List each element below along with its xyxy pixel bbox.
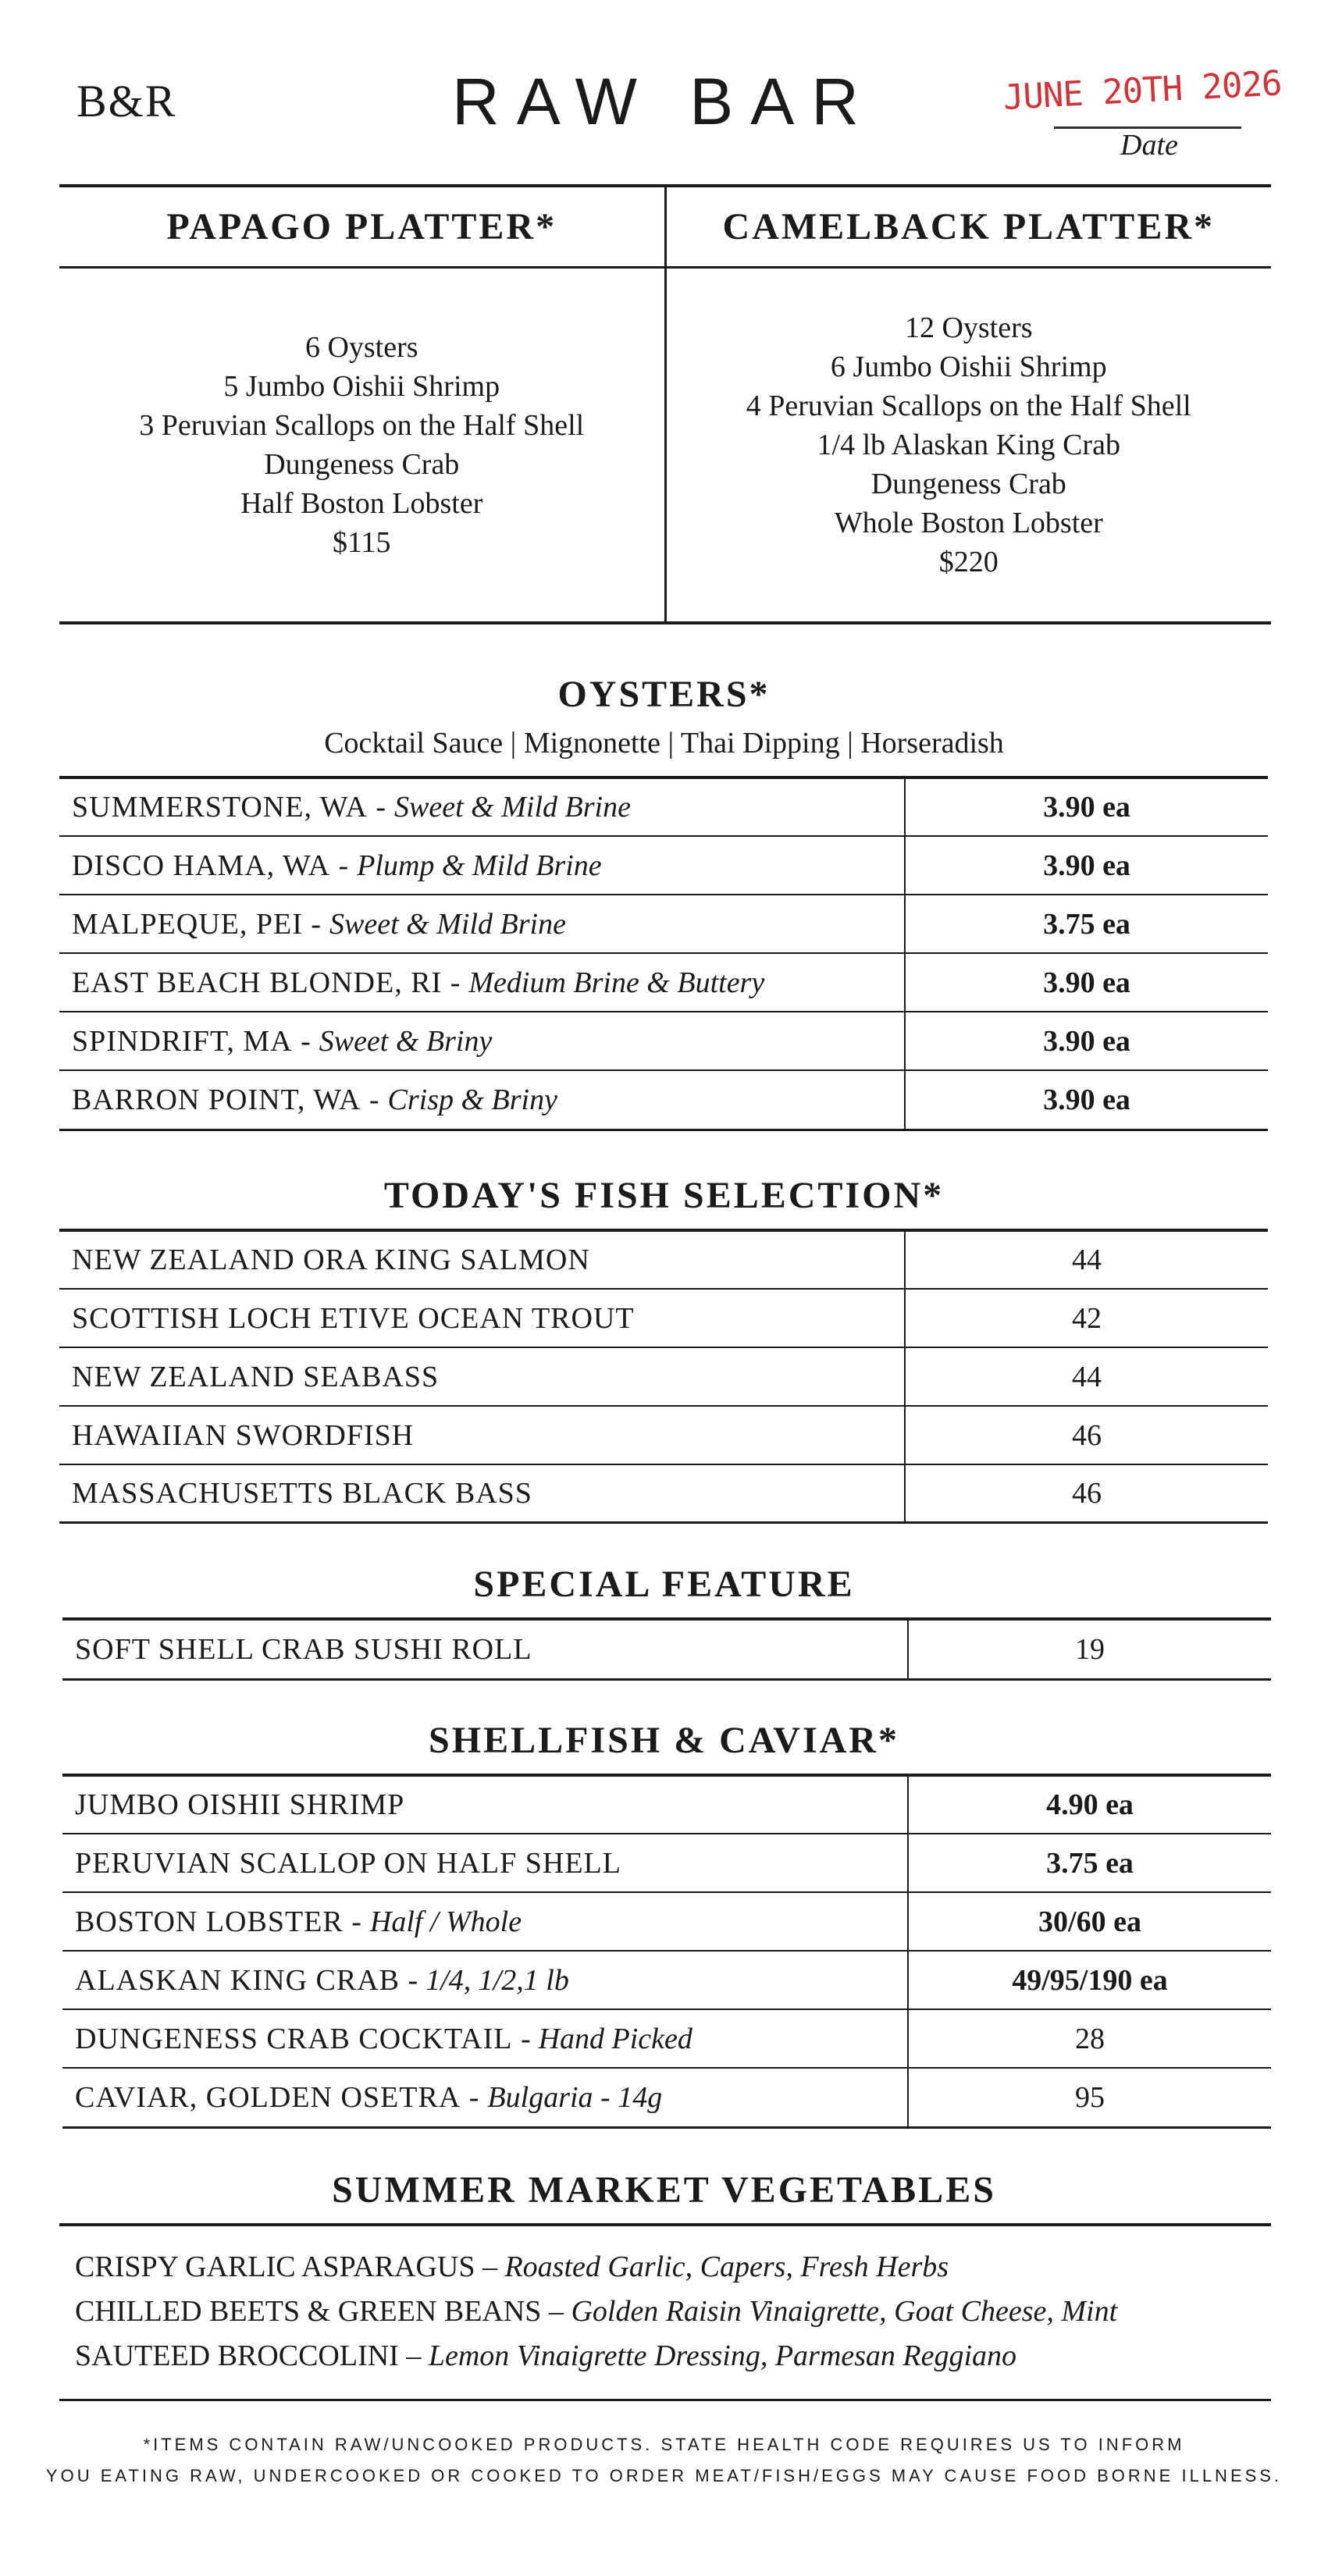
disclaimer-line: *ITEMS CONTAIN RAW/UNCOOKED PRODUCTS. STATE HEALTH CODE REQUIRES US TO INFORM (143, 2435, 1185, 2454)
item-price: 95 (1075, 2081, 1105, 2114)
disclaimer-line: YOU EATING RAW, UNDERCOOKED OR COOKED TO ORDER MEAT/FISH/EGGS MAY CAUSE FOOD BORNE ILLNESS. (45, 2466, 1283, 2485)
table-row (62, 1777, 1271, 1834)
item-name-cell (62, 1952, 909, 2008)
table-row (59, 779, 1268, 837)
item-name: JUMBO OISHII SHRIMP (75, 1788, 405, 1821)
item-name: BARRON POINT, WA (72, 1083, 361, 1116)
item-description: Golden Raisin Vinaigrette, Goat Cheese, Mint (571, 2295, 1118, 2328)
item-separator: - (450, 966, 461, 999)
page-title: RAW BAR (452, 65, 876, 138)
shellfish-heading: SHELLFISH & CAVIAR* (429, 1720, 899, 1761)
item-price: 28 (1075, 2022, 1105, 2055)
date-block (1002, 63, 1283, 162)
item-price: 46 (1072, 1477, 1102, 1510)
platters-table (59, 184, 1271, 624)
item-description: Medium Brine & Buttery (468, 966, 765, 999)
item-name-cell (59, 779, 906, 835)
table-row (62, 1893, 1271, 1952)
item-price: 46 (1072, 1418, 1102, 1452)
item-name-cell (59, 1071, 906, 1129)
item-name: EAST BEACH BLONDE, RI (72, 966, 443, 999)
table-row (59, 837, 1268, 895)
item-description: Lemon Vinaigrette Dressing, Parmesan Reggiano (428, 2339, 1017, 2372)
item-name: SCOTTISH LOCH ETIVE OCEAN TROUT (59, 1290, 906, 1347)
item-separator: – (406, 2339, 422, 2372)
item-price: 4.90 ea (1046, 1788, 1134, 1821)
item-name: MALPEQUE, PEI (72, 907, 303, 941)
platter-papago (59, 187, 664, 621)
item-separator: - (338, 849, 350, 882)
platter-title: CAMELBACK PLATTER* (667, 187, 1272, 269)
vegetables-heading: SUMMER MARKET VEGETABLES (332, 2169, 996, 2211)
item-description: Sweet & Briny (319, 1024, 493, 1058)
item-name-cell (59, 837, 906, 894)
item-name: NEW ZEALAND SEABASS (59, 1348, 906, 1405)
item-description: Hand Picked (538, 2022, 692, 2055)
item-separator: - (468, 2081, 480, 2114)
item-name: MASSACHUSETTS BLACK BASS (59, 1465, 906, 1521)
item-name-cell (62, 1777, 909, 1833)
table-row (59, 1465, 1268, 1521)
item-separator: – (482, 2250, 497, 2283)
item-separator: - (408, 1963, 418, 1997)
item-price: 44 (1072, 1360, 1102, 1393)
item-price: 3.75 ea (1046, 1846, 1134, 1880)
item-price: 3.90 ea (1043, 791, 1130, 824)
platter-item: Whole Boston Lobster (834, 507, 1103, 539)
item-price: 3.90 ea (1043, 849, 1130, 882)
item-name: BOSTON LOBSTER (75, 1905, 344, 1938)
item-description: Sweet & Mild Brine (394, 791, 631, 824)
platter-item: 12 Oysters (904, 311, 1033, 344)
table-row (62, 2010, 1271, 2069)
item-description: Plump & Mild Brine (357, 849, 602, 882)
list-item (75, 2290, 1255, 2334)
table-row (62, 1952, 1271, 2010)
item-name: SUMMERSTONE, WA (72, 791, 368, 824)
item-separator: - (368, 1083, 380, 1116)
table-row (59, 1012, 1268, 1071)
platter-item: Dungeness Crab (870, 468, 1066, 500)
table-row (62, 1621, 1271, 1678)
item-name: DUNGENESS CRAB COCKTAIL (75, 2022, 513, 2055)
platter-price: $115 (332, 526, 391, 559)
table-row (59, 954, 1268, 1012)
item-name: CRISPY GARLIC ASPARAGUS (75, 2250, 475, 2283)
platter-item: 6 Jumbo Oishii Shrimp (830, 350, 1107, 383)
platter-item: 4 Peruvian Scallops on the Half Shell (746, 390, 1191, 422)
item-price: 30/60 ea (1038, 1905, 1141, 1938)
item-name-cell (59, 1012, 906, 1069)
item-name: DISCO HAMA, WA (72, 849, 331, 882)
item-name: CAVIAR, GOLDEN OSETRA (75, 2081, 461, 2114)
item-price: 3.90 ea (1043, 966, 1130, 999)
platter-item: 3 Peruvian Scallops on the Half Shell (139, 409, 585, 442)
item-name: ALASKAN KING CRAB (75, 1963, 401, 1997)
shellfish-table (62, 1774, 1271, 2129)
platter-item: Dungeness Crab (264, 448, 460, 481)
item-name: HAWAIIAN SWORDFISH (59, 1407, 906, 1464)
item-name-cell (62, 1834, 909, 1891)
item-name-cell (59, 954, 906, 1011)
item-name: SOFT SHELL CRAB SUSHI ROLL (62, 1621, 909, 1678)
item-name: SAUTEED BROCCOLINI (75, 2339, 399, 2372)
platter-item: 6 Oysters (304, 331, 418, 364)
special-table (62, 1617, 1271, 1681)
item-price: 19 (1075, 1633, 1105, 1666)
item-name-cell (62, 2069, 909, 2126)
date-stamp: JUNE 20TH 2026 (1002, 63, 1283, 118)
item-name: NEW ZEALAND ORA KING SALMON (59, 1232, 906, 1288)
table-row (59, 1407, 1268, 1465)
special-heading: SPECIAL FEATURE (473, 1564, 855, 1605)
item-name-cell (62, 2010, 909, 2067)
logo: B&R (77, 76, 177, 126)
item-price: 3.75 ea (1043, 907, 1130, 941)
list-item (75, 2334, 1255, 2379)
vegetables-list (59, 2223, 1271, 2401)
item-separator: - (520, 2022, 531, 2055)
item-description: Roasted Garlic, Capers, Fresh Herbs (504, 2250, 949, 2283)
fish-heading: TODAY'S FISH SELECTION* (383, 1175, 945, 1216)
oysters-heading: OYSTERS* (557, 674, 771, 715)
item-description: Sweet & Mild Brine (329, 907, 566, 941)
item-description: Crisp & Briny (387, 1083, 557, 1116)
list-item (75, 2245, 1255, 2290)
table-row (62, 2069, 1271, 2126)
platter-contents (667, 269, 1272, 621)
platter-item: Half Boston Lobster (240, 487, 483, 520)
table-row (59, 1071, 1268, 1129)
item-separator: - (376, 791, 387, 824)
platter-price: $220 (938, 546, 999, 578)
platter-item: 5 Jumbo Oishii Shrimp (223, 370, 500, 403)
item-price: 42 (1072, 1301, 1102, 1335)
item-price: 3.90 ea (1043, 1024, 1130, 1058)
item-separator: - (351, 1905, 362, 1938)
table-row (59, 895, 1268, 954)
platter-contents (59, 269, 664, 621)
table-row (59, 1290, 1268, 1348)
table-row (59, 1232, 1268, 1290)
item-name: PERUVIAN SCALLOP ON HALF SHELL (75, 1846, 621, 1880)
platter-item: 1/4 lb Alaskan King Crab (817, 429, 1120, 461)
item-name-cell (59, 895, 906, 952)
item-separator: – (548, 2295, 564, 2328)
oysters-table (59, 776, 1268, 1131)
platter-title: PAPAGO PLATTER* (59, 187, 664, 269)
item-separator: - (311, 907, 322, 941)
item-name: CHILLED BEETS & GREEN BEANS (75, 2295, 542, 2328)
platter-camelback (664, 187, 1272, 621)
item-name-cell (62, 1893, 909, 1950)
item-separator: - (301, 1024, 312, 1058)
table-row (59, 1348, 1268, 1407)
oysters-sauces: Cocktail Sauce | Mignonette | Thai Dipping | Horseradish (324, 727, 1004, 760)
item-description: 1/4, 1/2,1 lb (425, 1963, 569, 1997)
item-description: Half / Whole (369, 1905, 522, 1938)
table-row (62, 1834, 1271, 1893)
item-description: Bulgaria - 14g (487, 2081, 663, 2114)
fish-table (59, 1229, 1268, 1524)
item-price: 3.90 ea (1043, 1083, 1130, 1116)
item-name: SPINDRIFT, MA (72, 1024, 293, 1058)
health-disclaimer (0, 2429, 1328, 2492)
item-price: 44 (1072, 1244, 1102, 1276)
date-label: Date (1120, 129, 1178, 162)
item-price: 49/95/190 ea (1012, 1963, 1168, 1997)
